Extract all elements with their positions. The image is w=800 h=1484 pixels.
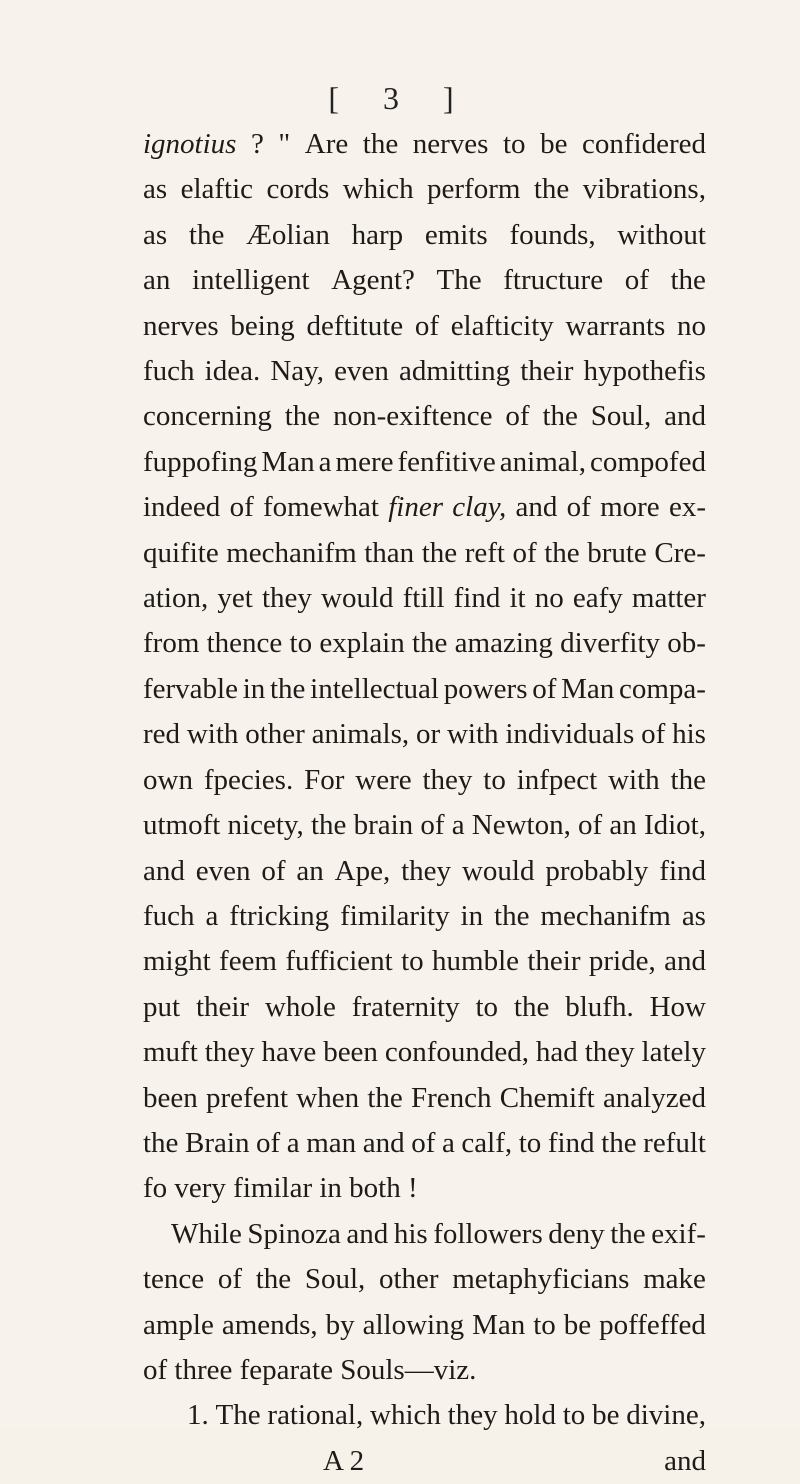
word: to [502, 128, 526, 160]
word: fufficient [285, 945, 393, 978]
word: ex- [668, 491, 706, 524]
word: the [533, 173, 570, 206]
word: intellectual [310, 672, 439, 705]
word: eafy [572, 582, 623, 615]
word: they [261, 582, 312, 615]
word: man [306, 1126, 357, 1159]
word: elafticity [450, 309, 554, 342]
word: no [534, 582, 564, 615]
word: tence [143, 1263, 205, 1296]
word: the [367, 1081, 403, 1114]
word: and [664, 400, 706, 433]
word: vibrations, [582, 173, 706, 206]
word: The [436, 264, 482, 297]
word: pride, [588, 945, 656, 978]
signature-mark: A 2 [323, 1444, 365, 1477]
word: nerves [412, 128, 489, 160]
word: deny [548, 1217, 605, 1250]
word: would [461, 854, 535, 887]
word: the [601, 1126, 637, 1159]
word: it [509, 582, 526, 615]
text-line [143, 712, 706, 757]
word: of [624, 264, 649, 297]
word: of [566, 491, 591, 524]
text-line [143, 304, 706, 349]
word: animal, [499, 445, 586, 478]
word: quifite [143, 536, 219, 569]
word: ftricking [229, 899, 330, 932]
word: yet [217, 582, 253, 615]
word: infpect [516, 763, 598, 796]
word: How [649, 990, 706, 1023]
word: fraternity [351, 990, 460, 1023]
word: prefent [205, 1081, 289, 1114]
word: of [261, 854, 286, 887]
word: allowing [362, 1308, 465, 1341]
word: with [186, 718, 239, 751]
word: mere [335, 445, 394, 478]
word: Ape, [334, 854, 391, 887]
word: explain [319, 627, 405, 660]
word: the [362, 128, 399, 160]
word: ignotius [143, 128, 237, 160]
text-line [143, 1121, 706, 1166]
word: and [346, 1217, 389, 1250]
word: a [318, 445, 332, 478]
word: The [215, 1399, 261, 1432]
word: amazing [454, 627, 553, 660]
word: ation, [143, 582, 209, 615]
word: fomewhat [263, 491, 379, 524]
word: divine, [626, 1399, 706, 1432]
word: put [143, 990, 181, 1023]
word: an [143, 264, 171, 297]
word: indeed [143, 491, 221, 524]
word: their [195, 990, 250, 1023]
word: the [310, 809, 347, 842]
word: as [681, 899, 706, 932]
text-line [143, 167, 706, 212]
word: feem [219, 945, 277, 978]
word: a [286, 1126, 300, 1159]
text-line [143, 1166, 706, 1211]
word: or [415, 718, 441, 751]
word: red [143, 718, 181, 751]
word: a [441, 1126, 455, 1159]
word: Brain [185, 1126, 250, 1159]
text-line [143, 1030, 706, 1075]
word: without [617, 218, 706, 251]
word: even [334, 355, 389, 388]
word: of [512, 536, 537, 569]
word: being [230, 309, 295, 342]
word: been [143, 1081, 198, 1114]
word: thence [206, 627, 283, 660]
word: when [296, 1081, 360, 1114]
text-line [143, 394, 706, 439]
word: Man [261, 445, 315, 478]
word: matter [631, 582, 706, 615]
word: the [270, 672, 306, 705]
word: mechanifm [540, 899, 671, 932]
word: blufh. [565, 990, 634, 1023]
word: other [245, 718, 305, 751]
word: to [401, 945, 424, 978]
word: compa- [618, 672, 706, 705]
text-line [143, 894, 706, 939]
word: of [420, 809, 445, 842]
word: ftill [402, 582, 445, 615]
word: ftructure [503, 264, 604, 297]
word: no [676, 309, 706, 342]
word: Man [561, 672, 615, 705]
text-line [143, 485, 706, 530]
word: they [584, 1036, 635, 1069]
word: they [204, 1036, 255, 1069]
word: hold [504, 1399, 556, 1432]
word: nicety, [227, 809, 304, 842]
word: nerves [143, 309, 219, 342]
word: perform [427, 173, 521, 206]
text-line [143, 621, 706, 666]
catchword: and [664, 1444, 706, 1477]
word: Soul, [304, 1263, 366, 1296]
word: fenfitive [397, 445, 496, 478]
word: they [401, 854, 452, 887]
word: idea. [204, 355, 261, 388]
text-line [143, 1393, 706, 1438]
word: be [592, 1399, 620, 1432]
word: lately [641, 1036, 706, 1069]
word: they [447, 1399, 498, 1432]
word: to [475, 990, 499, 1023]
word: harp [351, 218, 404, 251]
word: to [289, 627, 313, 660]
word: an [609, 809, 637, 842]
text-line [143, 258, 706, 303]
word: " [278, 128, 291, 160]
text-line [143, 349, 706, 394]
word: finer [388, 491, 444, 524]
word: of [217, 1263, 243, 1296]
word: from [143, 627, 200, 660]
word: the [513, 990, 550, 1023]
word: of [505, 400, 530, 433]
text-line [143, 122, 706, 167]
text-line [143, 213, 706, 258]
word: as [143, 173, 168, 206]
word: own [143, 763, 193, 796]
word: their [527, 945, 581, 978]
word: the [421, 536, 458, 569]
word: the [494, 899, 530, 932]
word: Man [472, 1308, 526, 1341]
word: ? [251, 128, 264, 160]
word: amends, [221, 1308, 318, 1341]
word: of [578, 809, 603, 842]
word: Soul, [590, 400, 652, 433]
word: the [670, 264, 706, 297]
word: were [355, 763, 412, 796]
word: his [393, 1217, 428, 1250]
word: poffeffed [599, 1308, 706, 1341]
word: find [547, 1126, 595, 1159]
word: ample [143, 1308, 214, 1341]
word: and [515, 491, 558, 524]
word: Newton, [471, 809, 571, 842]
text-line [143, 440, 706, 485]
word: For [304, 763, 345, 796]
word: of [411, 1126, 436, 1159]
page-number-header: [ 3 ] [328, 80, 472, 116]
word: concerning [143, 400, 272, 433]
word: exif- [651, 1217, 706, 1250]
word: Are [304, 128, 349, 160]
word: followers [433, 1217, 543, 1250]
word: mechanifm [226, 536, 357, 569]
word: Nay, [270, 355, 324, 388]
word: had [535, 1036, 578, 1069]
word: might [143, 945, 211, 978]
word: brain [353, 809, 414, 842]
word: 1. [187, 1399, 209, 1432]
word: non-exiftence [333, 400, 493, 433]
word: which [370, 1399, 441, 1432]
word: deftitute [306, 309, 404, 342]
word: analyzed [602, 1081, 706, 1114]
word: humble [432, 945, 520, 978]
word: fuppofing [143, 445, 258, 478]
word: brute [587, 536, 647, 569]
word: While [171, 1217, 242, 1250]
word: muft [143, 1036, 198, 1069]
text-line [143, 758, 706, 803]
word: and [362, 1126, 405, 1159]
text-line [143, 939, 706, 984]
word: an [296, 854, 324, 887]
word: the [610, 1217, 646, 1250]
word: Chemift [499, 1081, 595, 1114]
word: of [532, 672, 557, 705]
word: more [600, 491, 660, 524]
text-line [143, 667, 706, 712]
body-text [143, 122, 706, 1484]
word: elaftic [180, 173, 254, 206]
word: make [643, 1263, 706, 1296]
word: to [562, 1399, 586, 1432]
word: and [664, 945, 706, 978]
word: and [143, 854, 185, 887]
word: Idiot, [643, 809, 706, 842]
text-line [143, 1076, 706, 1121]
word: the [188, 218, 225, 251]
word: fimilarity [340, 899, 450, 932]
word: in [242, 672, 266, 705]
word: find [659, 854, 706, 887]
word: would [321, 582, 394, 615]
word: a [205, 899, 219, 932]
word: than [364, 536, 415, 569]
word: Spinoza [247, 1217, 341, 1250]
word: the [143, 1126, 179, 1159]
word: clay, [452, 491, 507, 524]
word: intelligent [191, 264, 310, 297]
word: his [672, 718, 706, 751]
word: have [261, 1036, 317, 1069]
word: of [641, 718, 666, 751]
word: cords [266, 173, 330, 206]
word: Cre- [654, 536, 706, 569]
word: the [542, 400, 578, 433]
word: confounded, [384, 1036, 529, 1069]
word: to [483, 763, 506, 796]
word: Agent? [331, 264, 415, 297]
word: confidered [581, 128, 706, 160]
text-line [143, 849, 706, 894]
word: other [378, 1263, 439, 1296]
word: in [460, 899, 484, 932]
word: fpecies. [203, 763, 294, 796]
word: of [229, 491, 254, 524]
word: to [518, 1126, 542, 1159]
word: warrants [565, 309, 666, 342]
text-line [143, 803, 706, 848]
word: a [451, 809, 465, 842]
word: as [143, 218, 168, 251]
word: with [608, 763, 660, 796]
word: hypothefis [583, 355, 706, 388]
word: of [414, 309, 439, 342]
word: the [411, 627, 448, 660]
word: even [195, 854, 251, 887]
text-line [143, 985, 706, 1030]
page-footer [143, 1439, 706, 1484]
word: they [422, 763, 473, 796]
word: the [284, 400, 321, 433]
text-line [143, 1212, 706, 1257]
word: fervable [143, 672, 238, 705]
text-line-content: of three feparate Souls—viz. [143, 1353, 477, 1386]
word: ob- [667, 627, 706, 660]
text-line-content: fo very fimilar in both ! [143, 1172, 418, 1205]
text-line [143, 1348, 706, 1393]
word: the [544, 536, 580, 569]
word: been [323, 1036, 378, 1069]
word: probably [545, 854, 649, 887]
word: rational, [267, 1399, 364, 1432]
word: French [410, 1081, 492, 1114]
word: admitting [398, 355, 511, 388]
word: be [563, 1308, 592, 1341]
word: with [446, 718, 499, 751]
word: individuals [505, 718, 635, 751]
text-line [143, 576, 706, 621]
word: powers [443, 672, 528, 705]
word: by [325, 1308, 355, 1341]
word: to [533, 1308, 556, 1341]
word: find [453, 582, 501, 615]
word: reft [464, 536, 505, 569]
word: their [520, 355, 574, 388]
word: refult [643, 1126, 706, 1159]
word: diverfity [560, 627, 660, 660]
word: fuch [143, 355, 195, 388]
word: Æolian [246, 218, 330, 251]
text-line [143, 1257, 706, 1302]
word: founds, [509, 218, 596, 251]
word: whole [264, 990, 336, 1023]
word: compofed [589, 445, 706, 478]
word: metaphyficians [452, 1263, 630, 1296]
word: be [540, 128, 568, 160]
word: animals, [311, 718, 410, 751]
text-line [143, 1303, 706, 1348]
word: emits [424, 218, 488, 251]
word: fuch [143, 899, 195, 932]
word: utmoft [143, 809, 221, 842]
text-line [143, 531, 706, 576]
word: of [256, 1126, 281, 1159]
word: the [255, 1263, 292, 1296]
word: the [670, 763, 706, 796]
word: which [342, 173, 414, 206]
word: calf, [461, 1126, 513, 1159]
